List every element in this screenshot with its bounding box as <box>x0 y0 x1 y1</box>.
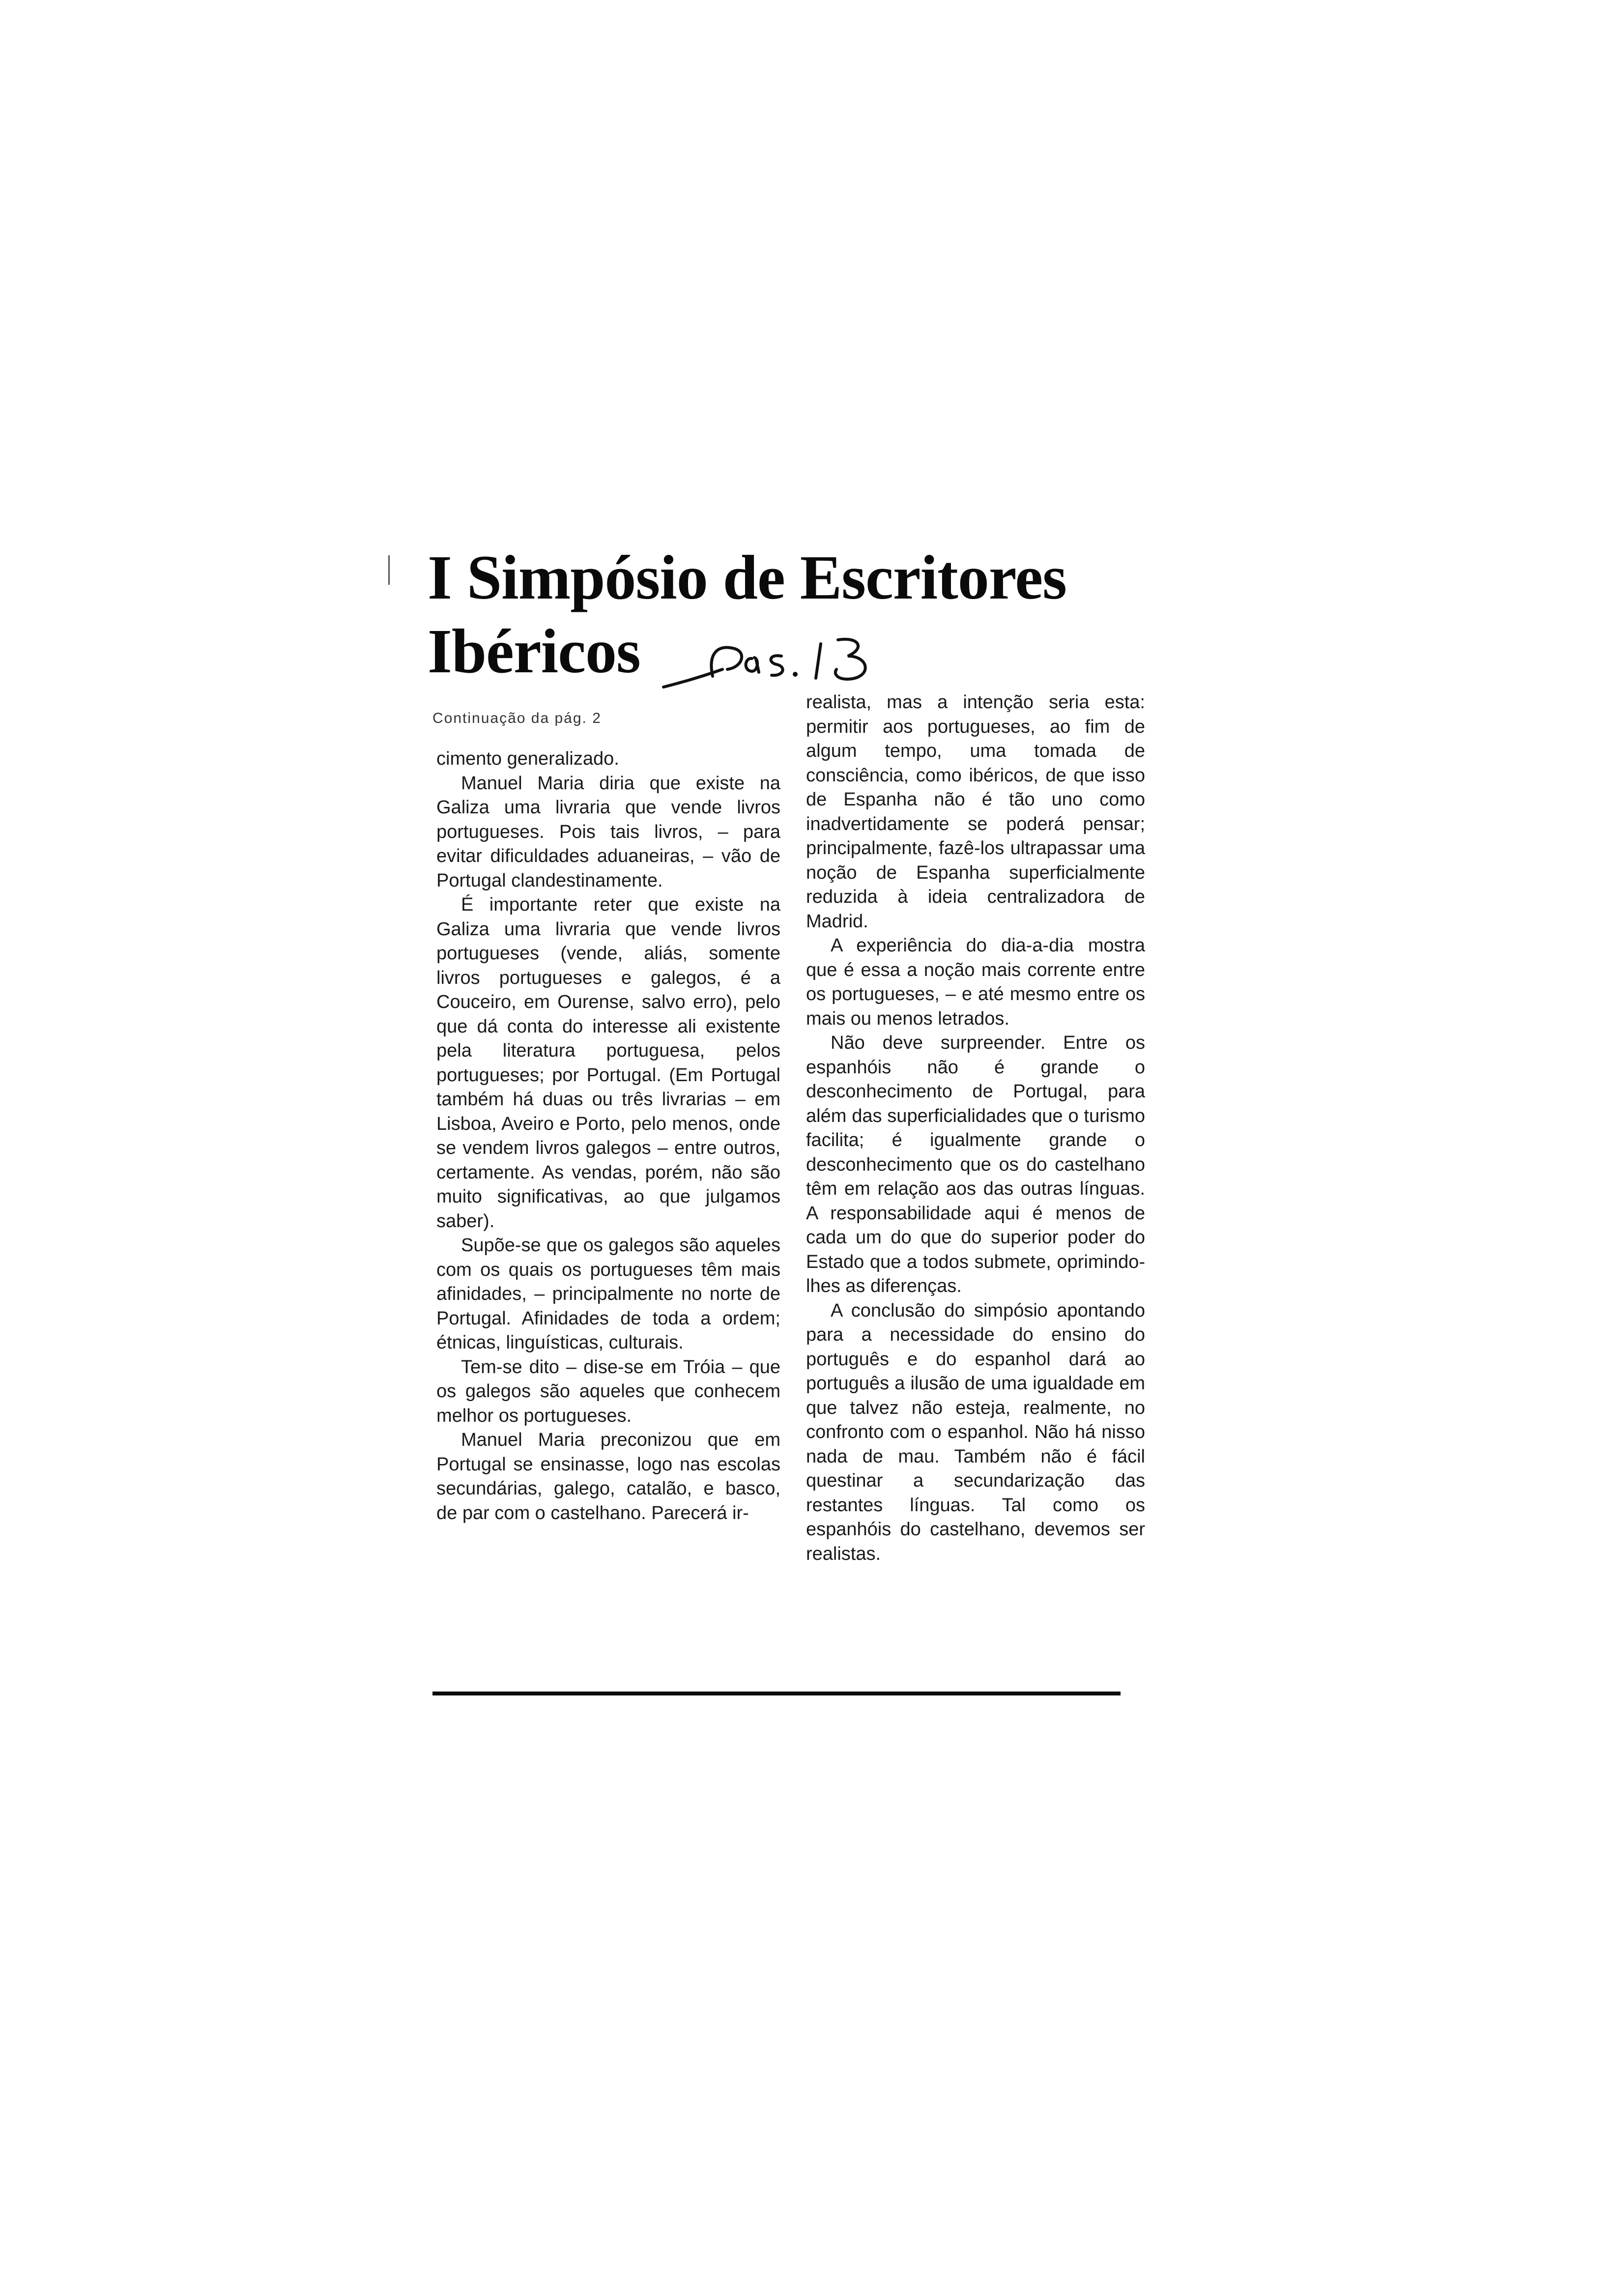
title-line-2: Ibéricos <box>428 616 640 686</box>
article-column-left <box>436 747 780 1525</box>
paragraph: Não deve surpreender. Entre os espanhóis não é grande o desconhecimento de Portugal, para além das superficialidades que o turismo facilita; é igualmente grande o desconhecimento que os do castelhano têm em relação aos das outras línguas. A responsabilidade aqui é menos de cada um do que do superior poder do Estado que a todos submete, oprimindo-lhes as diferenças. <box>806 1033 1145 1296</box>
paragraph: Manuel Maria preconizou que em Portugal se ensinasse, logo nas escolas secundárias, galego, catalão, e basco, de par com o castelhano. Parecerá ir- <box>436 1430 780 1523</box>
bottom-rule <box>432 1692 1121 1695</box>
margin-mark <box>388 555 390 585</box>
paragraph: Tem-se dito – dise-se em Tróia – que os galegos são aqueles que conhecem melhor os portugueses. <box>436 1356 780 1426</box>
title-line-1: I Simpósio de Escritores <box>428 543 1066 612</box>
paragraph: A experiência do dia-a-dia mostra que é essa a noção mais corrente entre os portugueses, – e até mesmo entre os mais ou menos letrados. <box>806 935 1145 1029</box>
paragraph: realista, mas a intenção seria esta: permitir aos portugueses, ao fim de algum tempo, uma tomada de consciência, como ibéricos, de que isso de Espanha não é tão uno como inadvertidamente se poderá pensar; principalmente, fazê-los ultrapassar uma noção de Espanha superficialmente reduzida à ideia centralizadora de Madrid. <box>806 692 1145 932</box>
article-column-right <box>806 690 1145 1566</box>
paragraph: Supõe-se que os galegos são aqueles com os quais os portugueses têm mais afinidades, – principalmente no norte de Portugal. Afinidades de toda a ordem; étnicas, linguísticas, culturais. <box>436 1235 780 1353</box>
paragraph: É importante reter que existe na Galiza uma livraria que vende livros portugueses (vende, aliás, somente livros portugueses e galegos, é a Couceiro, em Ourense, salvo erro), pelo que dá conta do interesse ali existente pela literatura portuguesa, pelos portugueses; por Portugal. (Em Portugal também há duas ou três livrarias – em Lisboa, Aveiro e Porto, pelo menos, onde se vendem livros galegos – entre outros, certamente. As vendas, porém, não são muito significativas, ao que julgamos saber). <box>436 894 780 1232</box>
paragraph: Manuel Maria diria que existe na Galiza uma livraria que vende livros portugueses. Pois tais livros, – para evitar dificuldades aduaneiras, – vão de Portugal clandestinamente. <box>436 773 780 891</box>
continuation-note: Continuação da pág. 2 <box>432 710 602 726</box>
newspaper-clipping <box>388 541 1145 1710</box>
paragraph: cimento generalizado. <box>436 748 619 769</box>
paragraph: A conclusão do simpósio apontando para a necessidade do ensino do português e do espanhol dará ao português a ilusão de uma igualdade em que talvez não esteja, realmente, no confronto com o espanhol. Não há nisso nada de mau. Também não é fácil questinar a secundarização das restantes línguas. Tal como os espanhóis do castelhano, devemos ser realistas. <box>806 1300 1145 1564</box>
